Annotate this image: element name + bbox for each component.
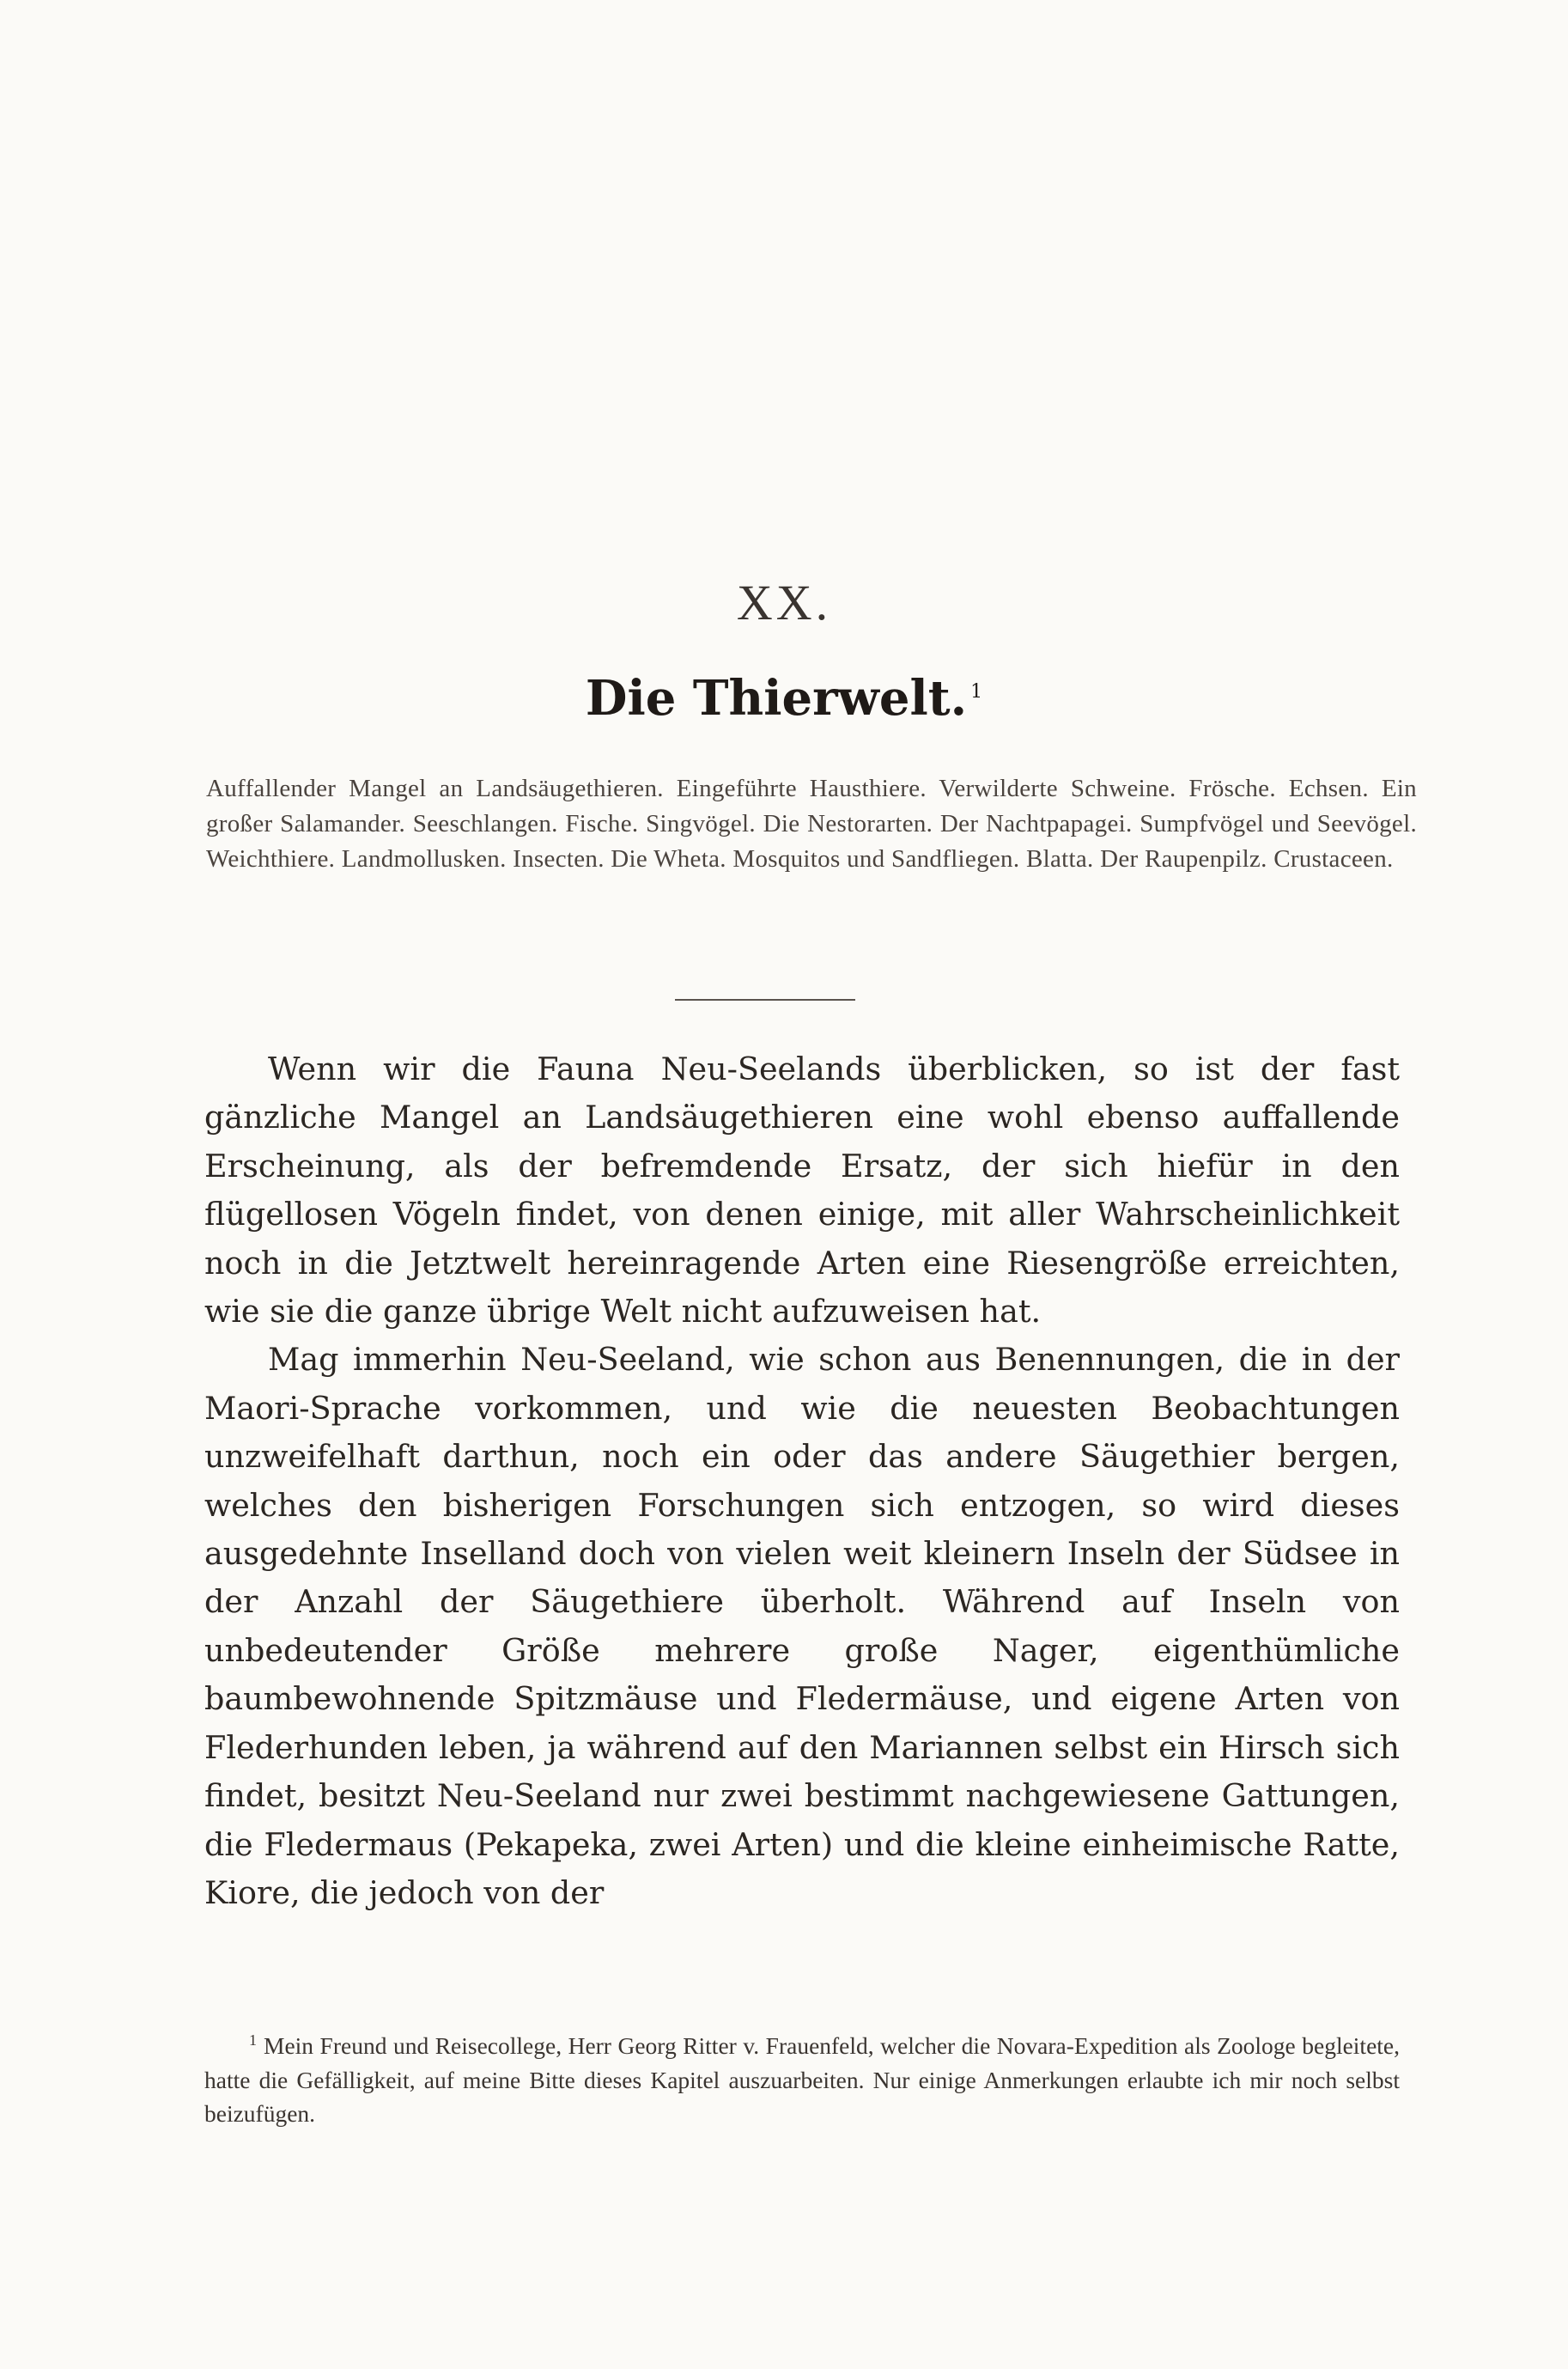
footnote-reference: 1 [970, 681, 983, 703]
chapter-summary: Auffallender Mangel an Landsäugethieren. Eingeführte Hausthiere. Verwilderte Schweine. Frösche. Echsen. Ein großer Salamander. Seeschlangen. Fische. Singvögel. Die Nestorarten. Der Nachtpapagei. Sumpfvögel und Seevögel. Weichthiere. Landmollusken. Insecten. Die Wheta. Mosquitos und Sandfliegen. Blatta. Der Raupenpilz. Crustaceen. [206, 775, 1417, 873]
paragraph-2: Mag immerhin Neu-Seeland, wie schon aus Benennungen, die in der Maori-Sprache vorkommen, und wie die neuesten Beobachtungen unzweifelhaft darthun, noch ein oder das andere Säugethier bergen, welches den bisherigen Forschungen sich entzogen, so wird dieses ausgedehnte Inselland doch von vielen weit kleinern Inseln der Südsee in der Anzahl der Säugethiere überholt. Während auf Inseln von unbedeutender Größe mehrere große Nager, eigenthümliche baumbewohnende Spitzmäuse und Fledermäuse, und eigene Arten von Flederhunden leben, ja während auf den Mariannen selbst ein Hirsch sich findet, besitzt Neu-Seeland nur zwei bestimmt nachgewiesene Gattungen, die Fledermaus (Pekapeka, zwei Arten) und die kleine einheimische Ratte, Kiore, die jedoch von der [204, 1341, 1400, 1911]
footnote-marker: 1 [249, 2031, 257, 2049]
footnote-text: Mein Freund und Reisecollege, Herr Georg Ritter v. Frauenfeld, welcher die Novara-Expedition als Zoologe begleitete, hatte die Gefälligkeit, auf meine Bitte dieses Kapitel auszuarbeiten. Nur einige Anmerkungen erlaubte ich mir noch selbst beizufügen. [204, 2032, 1400, 2128]
section-divider [675, 999, 855, 1001]
chapter-number: XX. [736, 575, 832, 630]
chapter-title-text: Die Thierwelt. [585, 670, 968, 727]
body-text [204, 1045, 1400, 1917]
paragraph-1: Wenn wir die Fauna Neu-Seelands überblicken, so ist der fast gänzliche Mangel an Landsäugethieren eine wohl ebenso auffallende Erscheinung, als der befremdende Ersatz, der sich hiefür in den flügellosen Vögeln findet, von denen einige, mit aller Wahrscheinlichkeit noch in die Jetztwelt hereinragende Arten eine Riesengröße erreichten, wie sie die ganze übrige Welt nicht aufzuweisen hat. [204, 1051, 1400, 1331]
footnote [204, 2024, 1400, 2131]
chapter-title [0, 670, 1568, 727]
